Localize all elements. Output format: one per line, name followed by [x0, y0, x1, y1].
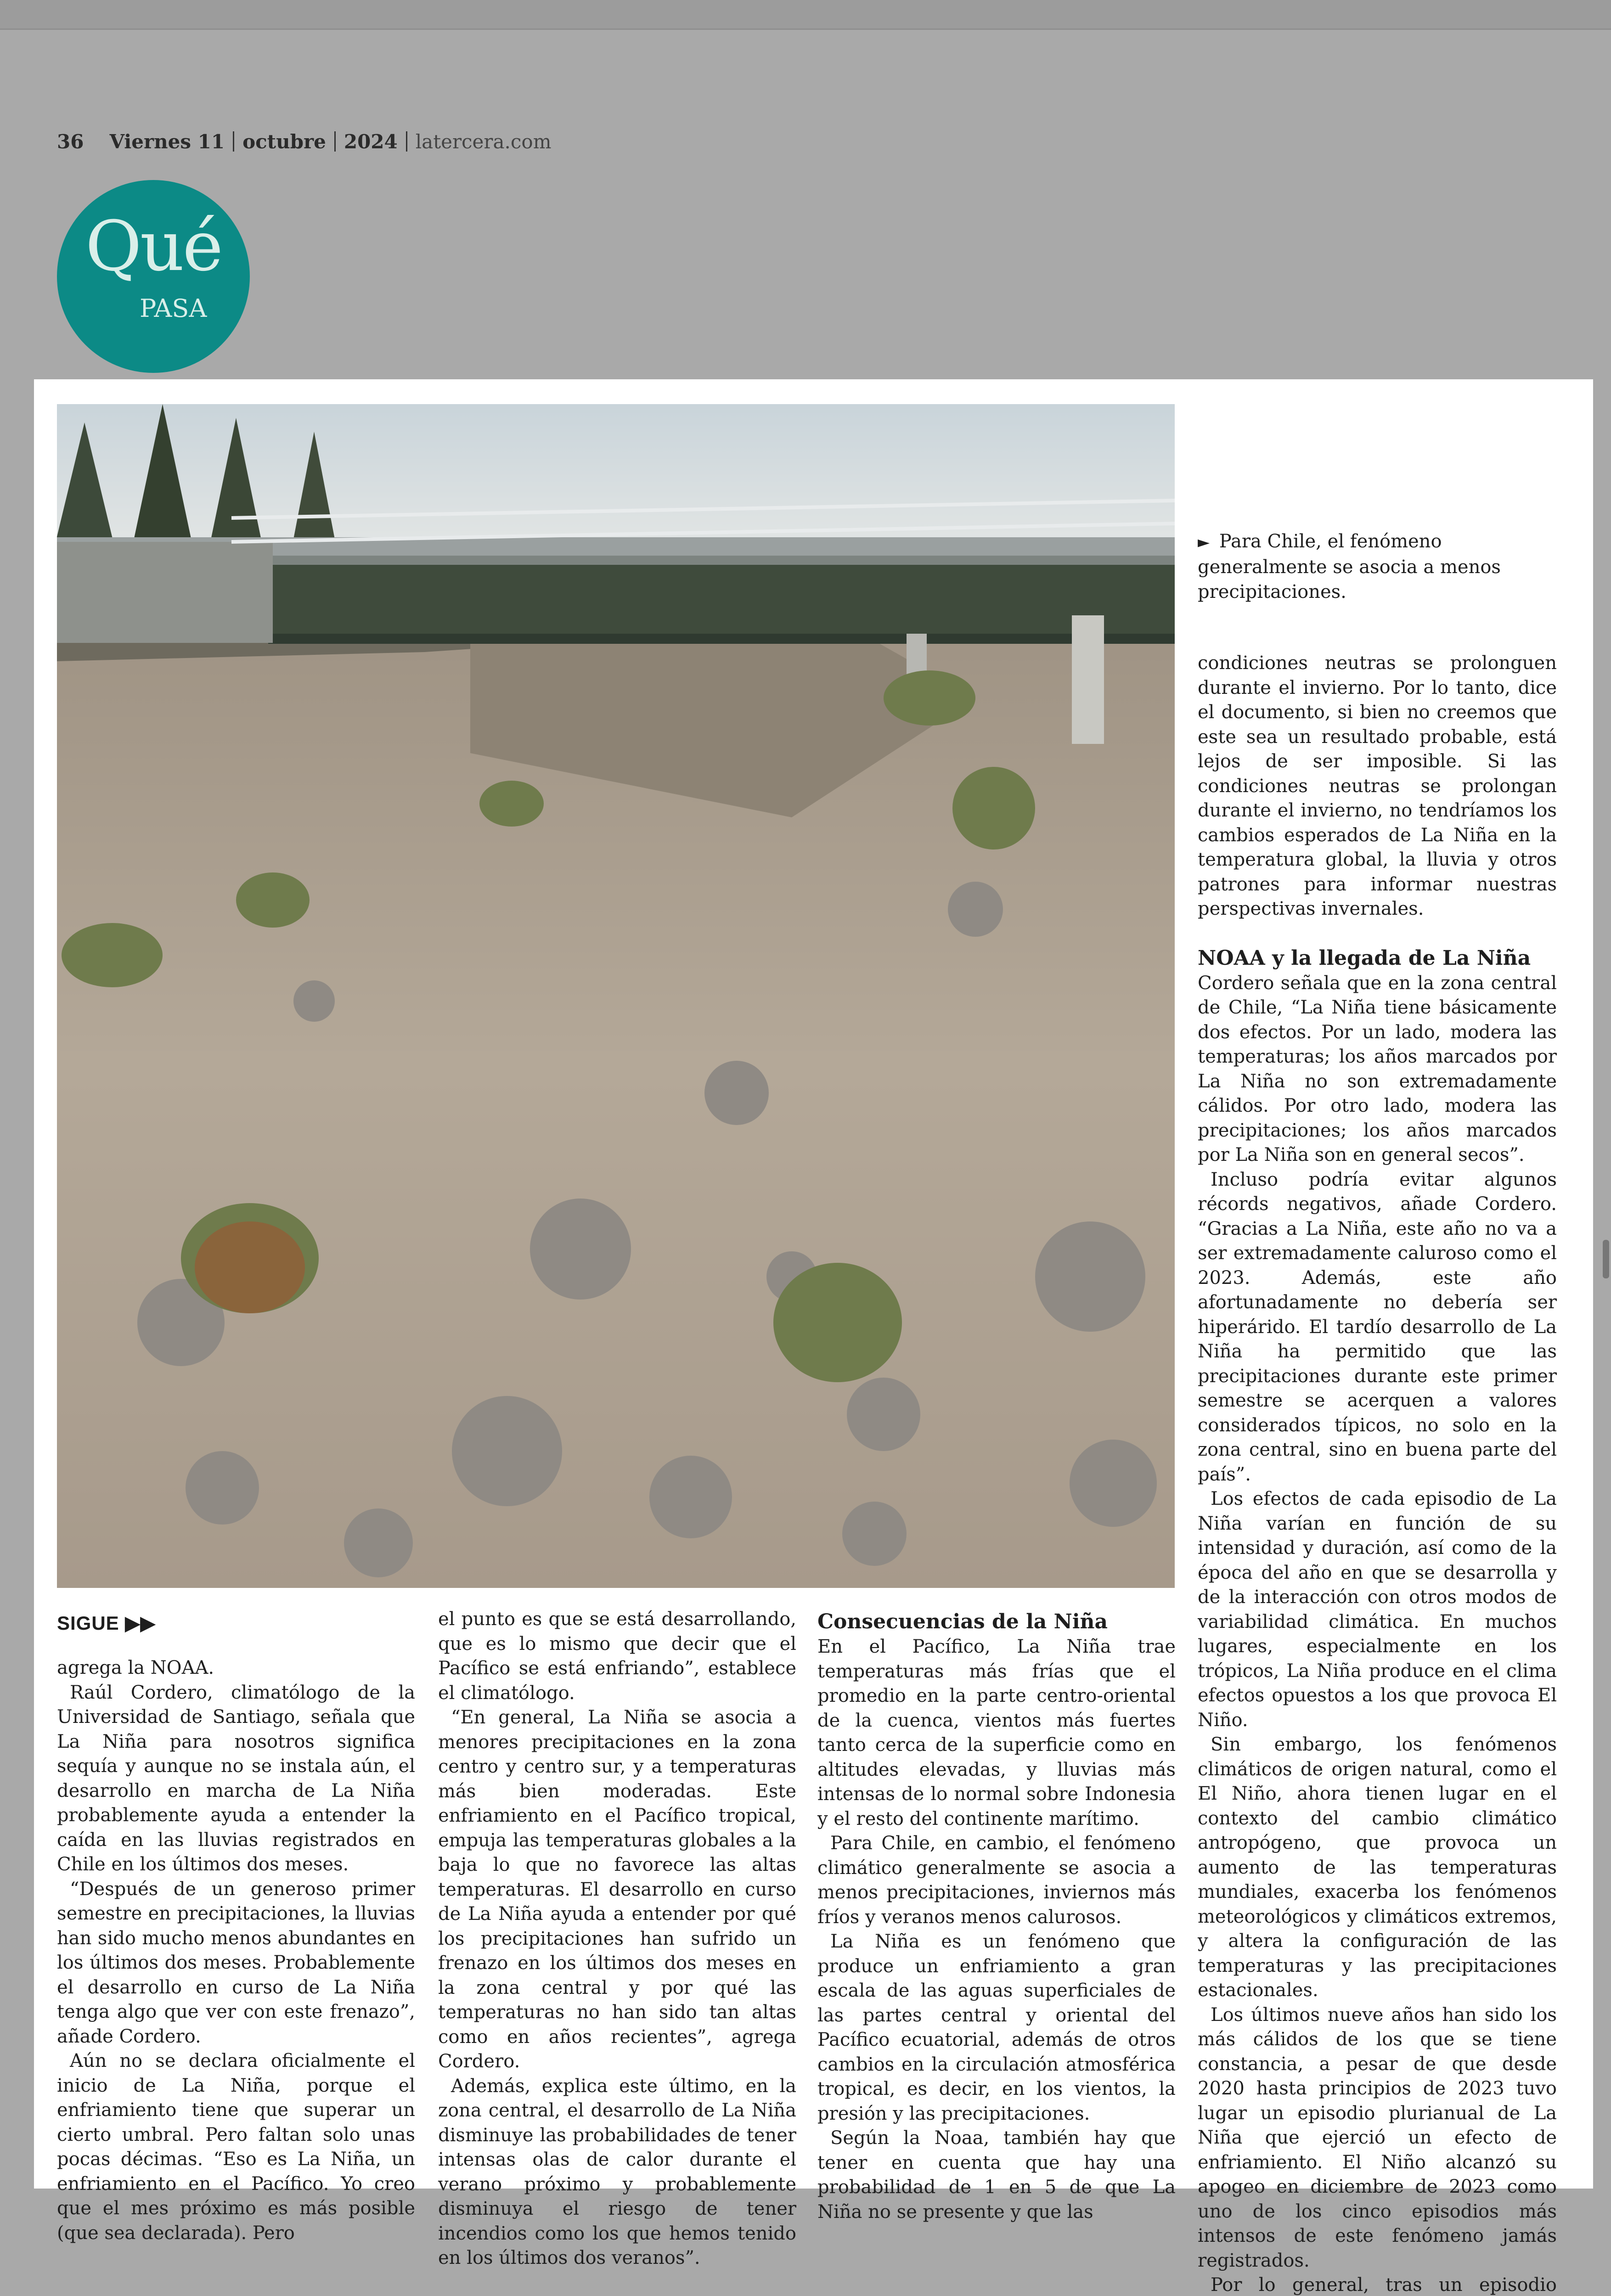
page-header	[57, 128, 552, 155]
paragraph: Raúl Cordero, climatólogo de la Universidad de Santiago, señala que La Niña para nosotros significa sequía y aunque no se instala aún, el desarrollo en marcha de La Niña probablemente ayuda a entender la caída en las lluvias registrados en Chile en los últimos dos meses.	[57, 1682, 415, 1875]
header-year: 2024	[344, 130, 398, 153]
article-column-4	[1198, 651, 1557, 2296]
paragraph: Los últimos nueve años han sido los más cálidos de los que se tiene constancia, a pesar de que desde 2020 hasta principios de 2023 tuvo lugar un episodio plurianual de La Niña que ejerció un efecto de enfriamiento. El Niño alcanzó su apogeo en diciembre de 2023 como uno de los cinco episodios más intensos de este fenómeno jamás registrados.	[1198, 2004, 1557, 2271]
article-column-1	[57, 1656, 415, 2245]
paragraph: Sin embargo, los fenómenos climáticos de origen natural, como el El Niño, ahora tienen lugar en el contexto del cambio climático antropógeno, que provoca un aumento de las temperaturas mundiales, exacerba los fenómenos meteorológicos y climáticos extremos, y altera la configuración de las temperaturas y las precipitaciones estacionales.	[1198, 1734, 1557, 2001]
paragraph: “En general, La Niña se asocia a menores precipitaciones en la zona centro y centro sur, y a temperaturas más bien moderadas. Este enfriamiento en el Pacífico tropical, empuja las temperaturas globales a la baja lo que no favorece las altas temperaturas. El desarrollo en curso de La Niña ayuda a entender por qué los precipitaciones han sufrido un frenazo en los últimos dos meses en la zona central y por qué las temperaturas no han sido tan altas como en años recientes”, agrega Cordero.	[438, 1707, 796, 2072]
logo-pasa-text: PASA	[140, 294, 207, 323]
section-heading: NOAA y la llegada de La Niña	[1198, 946, 1531, 970]
section-heading: Consecuencias de la Niña	[817, 1610, 1108, 1633]
page-number: 36	[57, 130, 84, 153]
article-column-2	[438, 1607, 796, 2271]
paragraph: “Después de un generoso primer semestre en precipitaciones, la lluvias han sido mucho menos abundantes en los últimos dos meses. Probablemente el desarrollo en curso de La Niña tenga algo que ver con este frenazo”, añade Cordero.	[57, 1878, 415, 2047]
caption-marker-icon: ►	[1198, 533, 1210, 551]
header-site[interactable]: latercera.com	[415, 130, 552, 153]
viewer-toolbar	[0, 0, 1611, 30]
header-month: octubre	[242, 130, 326, 153]
header-divider	[406, 131, 407, 152]
paragraph: Incluso podría evitar algunos récords negativos, añade Cordero. “Gracias a La Niña, este año no va a ser extremadamente caluroso como el 2023. Además, este año afortunadamente no debería ser hiperárido. El tardío desarrollo de La Niña ha permitido que las precipitaciones durante este primer semestre se acerquen a valores considerados típicos, no solo en la zona central, sino en buena parte del país”.	[1198, 1169, 1557, 1485]
paragraph: el punto es que se está desarrollando, que es lo mismo que decir que el Pacífico se está enfriando”, establece el climatólogo.	[438, 1609, 796, 1704]
logo-que-text: Qué	[85, 207, 222, 287]
paragraph: Los efectos de cada episodio de La Niña varían en función de su intensidad y duración, así como de la época del año en que se desarrolla y de la interacción con otros modos de variabilidad climática. En muchos lugares, especialmente en los trópicos, La Niña produce en el clima efectos opuestos a los que provoca El Niño.	[1198, 1488, 1557, 1731]
scrollbar-thumb[interactable]	[1603, 1240, 1609, 1278]
header-day: Viernes 11	[109, 130, 225, 153]
que-pasa-logo	[57, 180, 250, 373]
paragraph: Para Chile, en cambio, el fenómeno climático generalmente se asocia a menos precipitaciones, inviernos más fríos y veranos menos calurosos.	[817, 1833, 1176, 1928]
paragraph: agrega la NOAA.	[57, 1657, 214, 1678]
header-divider	[334, 131, 336, 152]
paragraph: Además, explica este último, en la zona central, el desarrollo de La Niña disminuye las probabilidades de tener intensas olas de calor durante el verano próximo y probablemente disminuya el riesgo de tener incendios como los que hemos tenido en los últimos dos veranos”.	[438, 2075, 796, 2268]
paragraph: Aún no se declara oficialmente el inicio de La Niña, porque el enfriamiento tiene que superar un cierto umbral. Pero faltan solo unas pocas décimas. “Eso es La Niña, un enfriamiento en el Pacífico. Yo creo que el mes próximo es más posible (que sea declarada). Pero	[57, 2050, 415, 2244]
paragraph: Cordero señala que en la zona central de Chile, “La Niña tiene básicamente dos efectos. Por un lado, modera las temperaturas; los años marcados por La Niña no son extremadamente cálidos. Por otro lado, modera las precipitaciones; los años marcados por La Niña son en general secos”.	[1198, 972, 1557, 1165]
paragraph: condiciones neutras se prolonguen durante el invierno. Por lo tanto, dice el documento, si bien no creemos que este sea un resultado probable, está lejos de ser imposible. Si las condiciones neutras se prolongan durante el invierno, no tendríamos los cambios esperados de La Niña en la temperatura global, la lluvia y otros patrones para informar nuestras perspectivas invernales.	[1198, 653, 1557, 919]
photo-caption	[1198, 529, 1551, 604]
article-column-3	[817, 1609, 1176, 2224]
caption-text: Para Chile, el fenómeno generalmente se asocia a menos precipitaciones.	[1198, 531, 1501, 602]
sigue-label: SIGUE ▶▶	[57, 1612, 156, 1634]
paragraph: Según la Noaa, también hay que tener en cuenta que hay una probabilidad de 1 en 5 de que La Niña no se presente y que las	[817, 2127, 1176, 2223]
dry-riverbed-photo	[57, 404, 1175, 1588]
paragraph: En el Pacífico, La Niña trae temperaturas más frías que el promedio en la parte centro-oriental de la cuenca, vientos más fuertes tanto cerca de la superficie como en altitudes elevadas, y lluvias más intensas de lo normal sobre Indonesia y el resto del continente marítimo.	[817, 1636, 1176, 1829]
paragraph-text: Por lo general, tras un episodio	[1211, 2274, 1557, 2296]
paragraph: La Niña es un fenómeno que produce un enfriamiento a gran escala de las aguas superficiales de las partes central y oriental del Pacífico ecuatorial, además de otros cambios en la circulación atmosférica tropical, es decir, en los vientos, la presión y las precipitaciones.	[817, 1931, 1176, 2124]
header-divider	[233, 131, 234, 152]
